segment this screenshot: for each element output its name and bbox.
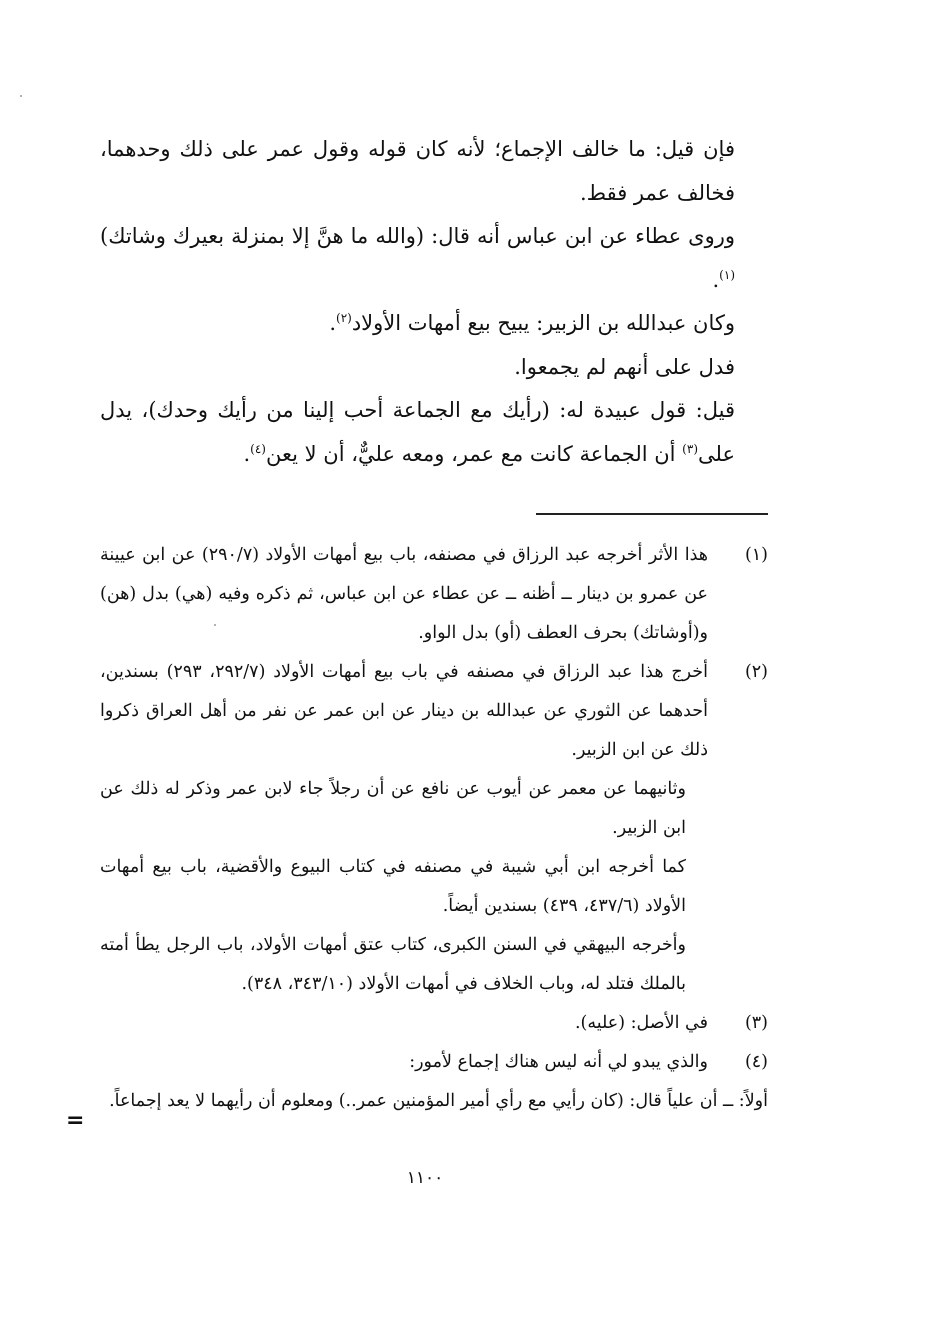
footnote-text: وأخرجه البيهقي في السنن الكبرى، كتاب عتق أمهات الأولاد، باب الرجل يطأ أمته بالملك فتلد له، وباب الخلاف في أمهات الأولاد (٣٤٣/١٠، ٣٤٨).	[100, 935, 686, 994]
footnote-ref-1[interactable]: (١)	[719, 267, 735, 282]
footnote-number: (٢)	[744, 662, 768, 682]
footnote-number: (٣)	[744, 1013, 768, 1033]
footnote-ref-3[interactable]: (٣)	[682, 441, 698, 456]
footnote-text: والذي يبدو لي أنه ليس هناك إجماع لأمور:	[409, 1052, 708, 1072]
scan-speck	[214, 624, 216, 626]
footnote-text: هذا الأثر أخرجه عبد الرزاق في مصنفه، باب بيع أمهات الأولاد (٢٩٠/٧) عن ابن عيينة عن عمرو بن دينار ــ أظنه ــ عن عطاء عن ابن عباس، ثم ذكره وفيه (هي) بدل (هن) و(أوشاتك) بحرف العطف (أو) بدل الواو.	[100, 545, 708, 643]
footnote-text: وثانيهما عن معمر عن أيوب عن نافع عن أن رجلاً جاء لابن عمر وذكر له ذلك عن ابن الزبير.	[100, 779, 686, 838]
footnotes	[100, 536, 768, 1121]
paragraph-5	[100, 389, 775, 476]
footnote-ref-2[interactable]: (٢)	[336, 311, 352, 325]
footnote-text: أخرج هذا عبد الرزاق في مصنفه في باب بيع أمهات الأولاد (٢٩٢/٧، ٢٩٣) بسندين، أحدهما عن الثوري عن عبدالله بن دينار عن ابن عمر عن نفر من أهل العراق ذكروا ذلك عن ابن الزبير.	[100, 662, 708, 760]
paragraph-5-text-a: قيل: قول عبيدة له: (رأيك مع الجماعة أحب إلينا من رأيك وحدك)، يدل على	[100, 398, 735, 466]
paragraph-3-end: .	[329, 311, 336, 335]
paragraph-2-text: وروى عطاء عن ابن عباس أنه قال: (والله ما هنَّ إلا بمنزلة بعيرك وشاتك)	[100, 224, 735, 248]
page-number: ١١٠٠	[406, 1168, 444, 1188]
footnote-3	[100, 1004, 768, 1043]
footnote-ref-4[interactable]: (٤)	[250, 441, 266, 456]
main-text	[100, 128, 775, 476]
paragraph-5-end: .	[243, 441, 251, 466]
footnote-text: أولاً: ــ أن علياً قال: (كان رأيي مع رأي أمير المؤمنين عمر..) ومعلوم أن رأيهما لا يعد إجماعاً.	[109, 1091, 768, 1111]
footnote-text: كما أخرجه ابن أبي شيبة في مصنفه في كتاب البيوع والأقضية، باب بيع أمهات الأولاد (٤٣٧/٦، ٤٣٩) بسندين أيضاً.	[100, 857, 686, 916]
footnote-2	[100, 653, 768, 1004]
footnote-separator	[536, 513, 768, 515]
footnote-number: (١)	[744, 545, 768, 565]
paragraph-4: فدل على أنهم لم يجمعوا.	[514, 354, 735, 379]
paragraph-2	[100, 215, 775, 302]
paragraph-5-text-b: أن الجماعة كانت مع عمر، ومعه عليٌّ، أن لا يعن	[265, 441, 683, 466]
footnote-4	[100, 1043, 768, 1121]
paragraph-3-text: وكان عبدالله بن الزبير: يبيح بيع أمهات الأولاد	[351, 311, 735, 335]
paragraph-1: فإن قيل: ما خالف الإجماع؛ لأنه كان قوله وقول عمر على ذلك وحدهما، فخالف عمر فقط.	[100, 137, 735, 205]
footnote-1	[100, 536, 768, 653]
continuation-mark: =	[66, 1108, 85, 1133]
paragraph-3	[100, 302, 775, 346]
footnote-text: في الأصل: (عليه).	[574, 1013, 708, 1033]
footnote-number: (٤)	[744, 1052, 768, 1072]
scan-speck	[20, 95, 22, 97]
paragraph-2-end: .	[712, 267, 720, 292]
